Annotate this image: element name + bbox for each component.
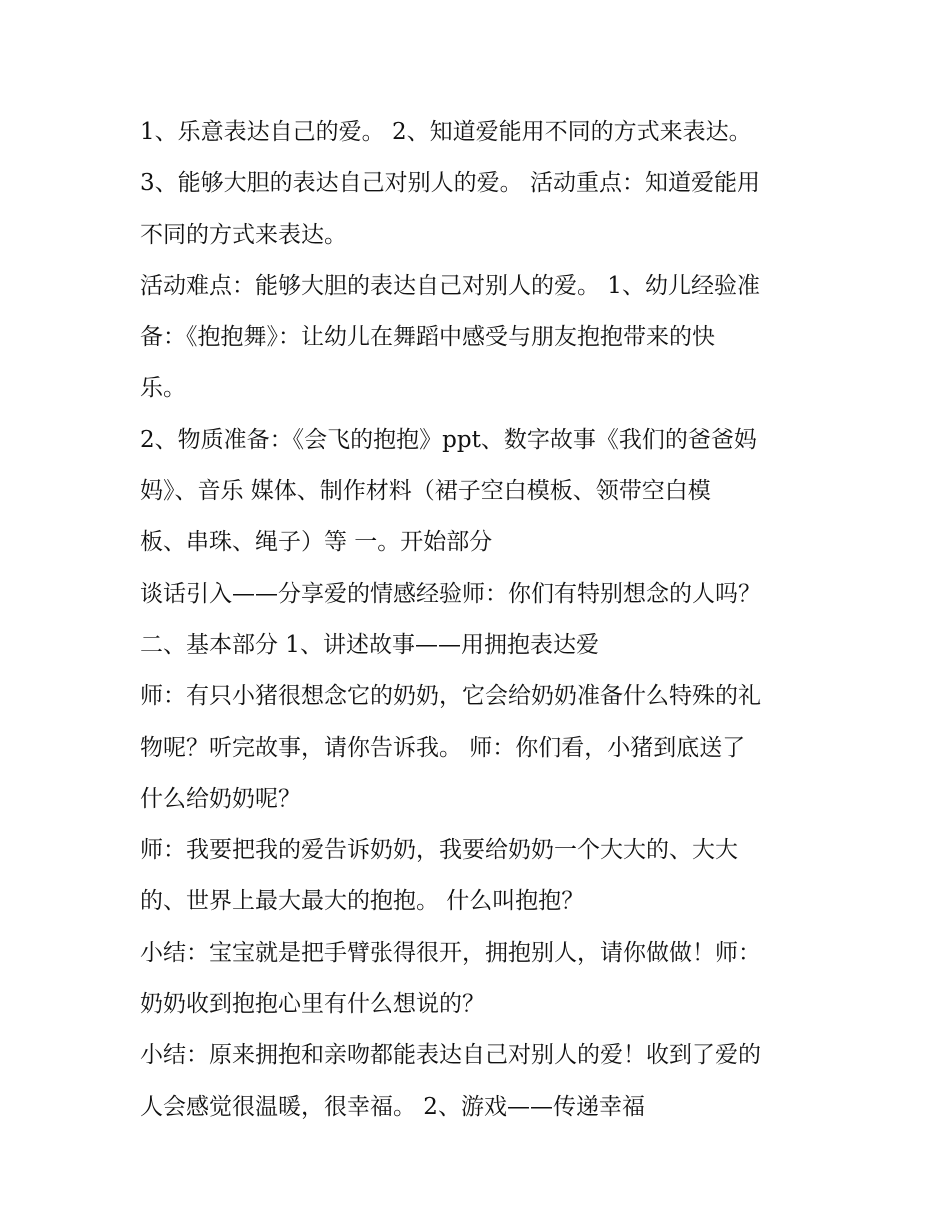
text-line: 乐。 — [140, 375, 186, 402]
text-line: 什么给奶奶呢？ — [140, 785, 301, 812]
text-line: 妈》、音乐 媒体、制作材料（裙子空白模板、领带空白模 — [140, 478, 711, 505]
text-line: 师：我要把我的爱告诉奶奶，我要给奶奶一个大大的、大大 — [140, 837, 738, 864]
text-line: 3、能够大胆的表达自己对别人的爱。 活动重点：知道爱能用 — [140, 170, 760, 197]
text-line: 二、基本部分 1、讲述故事——用拥抱表达爱 — [140, 631, 599, 658]
text-line: 师：有只小猪很想念它的奶奶，它会给奶奶准备什么特殊的礼 — [140, 683, 761, 710]
text-line: 活动难点：能够大胆的表达自己对别人的爱。 1、幼儿经验准 — [140, 272, 760, 299]
text-line: 不同的方式来表达。 — [140, 221, 347, 248]
document-body — [140, 107, 830, 1133]
text-line: 小结：宝宝就是把手臂张得很开，拥抱别人，请你做做！师： — [140, 939, 761, 966]
text-line: 人会感觉很温暖，很幸福。 2、游戏——传递幸福 — [140, 1093, 645, 1120]
text-line: 备：《抱抱舞》：让幼儿在舞蹈中感受与朋友抱抱带来的快 — [140, 324, 715, 351]
text-line: 奶奶收到抱抱心里有什么想说的？ — [140, 991, 485, 1018]
text-line: 小结：原来拥抱和亲吻都能表达自己对别人的爱！收到了爱的 — [140, 1042, 761, 1069]
text-line: 板、串珠、绳子）等 一。开始部分 — [140, 529, 493, 556]
text-line: 的、世界上最大最大的抱抱。 什么叫抱抱？ — [140, 888, 585, 915]
text-line: 2、物质准备：《会飞的抱抱》ppt、数字故事《我们的爸爸妈 — [140, 426, 757, 453]
text-line: 谈话引入——分享爱的情感经验师：你们有特别想念的人吗？ — [140, 580, 761, 607]
text-line: 物呢？听完故事，请你告诉我。 师：你们看，小猪到底送了 — [140, 734, 746, 761]
text-line: 1、乐意表达自己的爱。 2、知道爱能用不同的方式来表达。 — [140, 119, 752, 145]
